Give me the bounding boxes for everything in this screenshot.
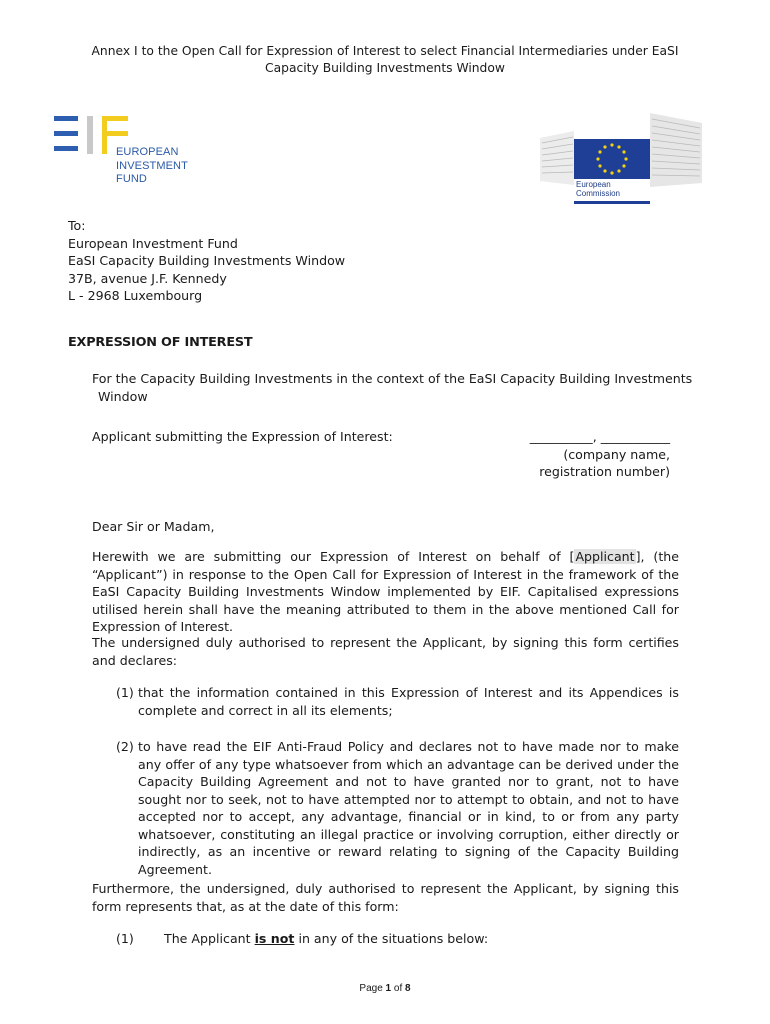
eif-logo-line-2: INVESTMENT [116,159,188,172]
page-footer [0,983,770,994]
item-2-number: (2) [116,739,134,754]
context-line-2: Window [98,388,148,404]
context-line-1: For the Capacity Building Investments in the context of the EaSI Capacity Building Investments [92,371,693,386]
header-line-2: Capacity Building Investments Window [265,61,505,75]
footer-of-word: of [393,983,403,994]
eif-logo-text [116,146,188,187]
address-line-1: European Investment Fund [68,235,238,251]
footer-total-pages: 8 [405,983,411,994]
paragraph-intro [92,548,679,636]
applicant-label: Applicant submitting the Expression of Interest: [92,429,393,444]
address-line-4: L - 2968 Luxembourg [68,288,203,303]
item-2-text: to have read the EIF Anti-Fraud Policy and declares not to have made nor to make any offer of any type whatsoever from which an advantage can be derived under the Capacity Building Agreement and not to have granted nor to grant, not to have sought nor to seek, not to have attempted nor to attempt to obtain, and not to have accepted nor to accept, any advantage, financial or in kind, to or from any party whatsoever, constituting an illegal practice or involving corruption, either directly or indirectly, as an incentive or reward relating to signing of the Capacity Building Agreement. [138,739,679,877]
applicant-note-1: (company name, [563,446,670,462]
address-line-3: 37B, avenue J.F. Kennedy [68,270,227,286]
eif-logo-line-1: EUROPEAN [116,146,179,158]
applicant-placeholder: Applicant [575,549,635,564]
item-1-text: that the information contained in this Expression of Interest and its Appendices is complete and correct in all its elements; [138,685,679,718]
item-1-number: (1) [116,685,134,700]
ec-logo [540,113,702,205]
applicant-fields [460,428,670,481]
para1-after: ], (the “Applicant”) in response to the Open Call for Expression of Interest in the framework of the EaSI Capacity Building Investments Window implemented by EIF. Capitalised expressions utilised herein shall have the meaning attributed to them in the above mentioned Call for Expression of Interest. [92,549,679,634]
eif-logo-line-3: FUND [116,173,147,185]
paragraph-representation: Furthermore, the undersigned, duly authorised to represent the Applicant, by signing this form represents that, as at the date of this form: [92,881,679,914]
situation-after: in any of the situations below: [294,931,489,946]
footer-page-word: Page [359,983,383,994]
context-text [92,370,692,405]
address-block [68,217,345,305]
situation-item-text [164,930,488,948]
ec-logo-line-2: Commission [576,189,621,198]
situation-item-number: (1) [116,931,134,946]
applicant-note-2: registration number) [539,464,670,479]
address-to: To: [68,218,86,233]
ec-building-icon [540,113,702,205]
situation-emphasis: is not [254,931,295,946]
eif-logo [54,116,194,196]
paragraph-declaration: The undersigned duly authorised to represent the Applicant, by signing this form certifies and declares: [92,635,679,668]
page-title: EXPRESSION OF INTEREST [68,335,253,350]
ec-logo-text [576,180,620,198]
applicant-blanks: __________, ___________ [529,429,670,444]
ec-logo-line-1: European [576,180,611,189]
salutation: Dear Sir or Madam, [92,519,215,534]
para1-before: Herewith we are submitting our Expression of Interest on behalf of [ [92,549,575,564]
address-line-2: EaSI Capacity Building Investments Window [68,253,346,268]
footer-current-page: 1 [385,983,392,994]
running-header [60,43,710,77]
header-line-1: Annex I to the Open Call for Expression of Interest to select Financial Intermediaries under EaSI [91,44,679,58]
situation-before: The Applicant [164,931,255,946]
